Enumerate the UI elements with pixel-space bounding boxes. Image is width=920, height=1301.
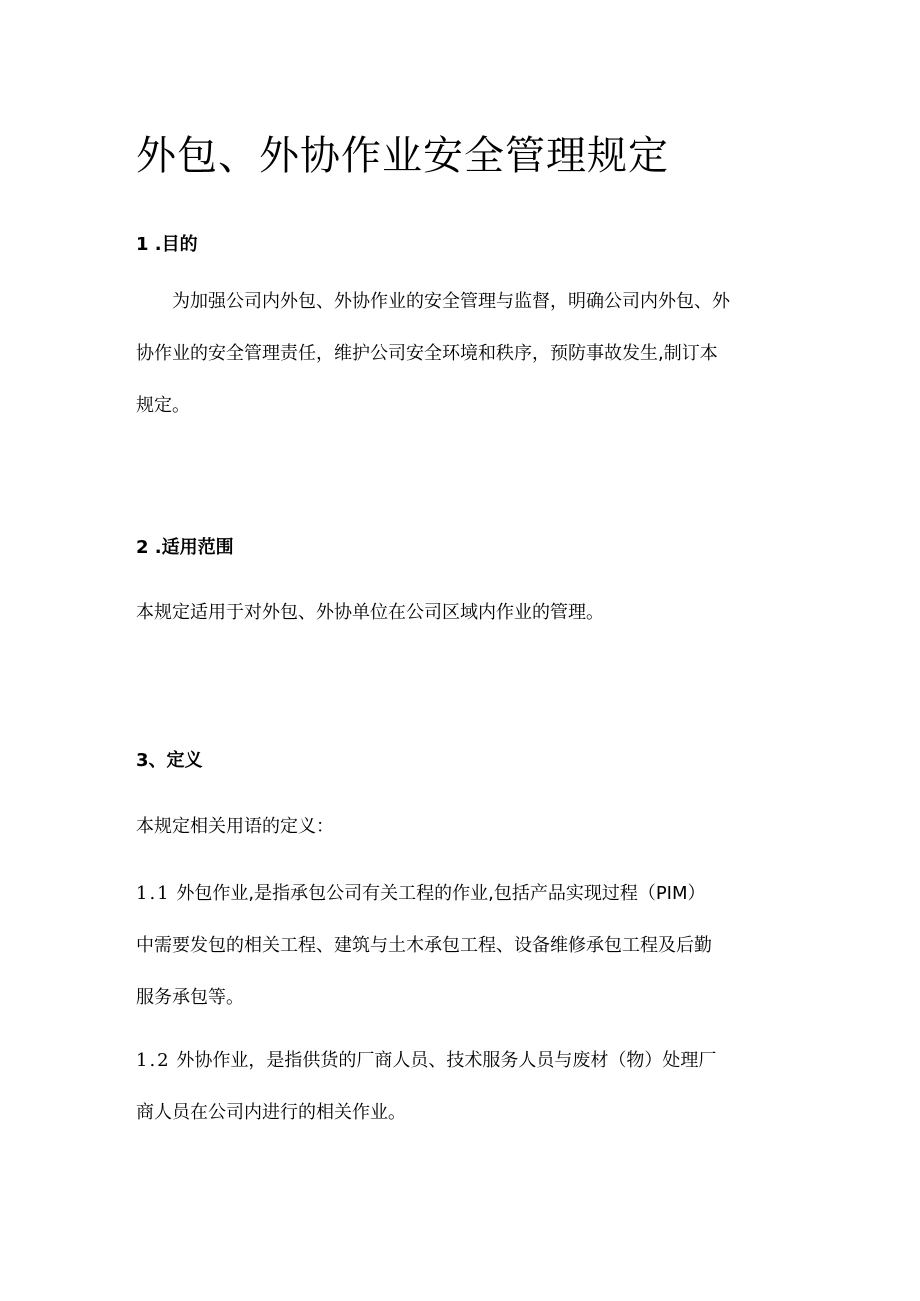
purpose-line-2: 协作业的安全管理责任，维护公司安全环境和秩序，预防事故发生,制订本 [136,343,718,364]
definition-item-2-line-2: 商人员在公司内进行的相关作业。 [136,1102,406,1123]
definition-item-1-line-2: 中需要发包的相关工程、建筑与土木承包工程、设备维修承包工程及后勤 [136,935,712,956]
purpose-paragraph [136,276,816,432]
definition-item-2-text-1: 外协作业，是指供货的厂商人员、技术服务人员与废材（物）处理厂 [176,1050,717,1071]
purpose-line-3: 规定。 [136,395,190,416]
definition-item-2-line-1 [136,1035,816,1087]
section-heading-purpose: 1 .目的 [136,234,198,255]
definition-item-1-text-1: 外包作业,是指承包公司有关工程的作业,包括产品实现过程（PIM） [176,883,706,904]
definition-item-2-number: 1.2 [136,1050,171,1071]
scope-text: 本规定适用于对外包、外协单位在公司区域内作业的管理。 [136,602,604,623]
definition-item-2 [136,1035,816,1139]
definitions-intro [136,801,816,853]
definition-item-1 [136,868,816,1024]
definition-item-1-number: 1.1 [136,883,171,904]
scope-paragraph [136,587,816,639]
purpose-line-1: 为加强公司内外包、外协作业的安全管理与监督，明确公司内外包、外 [172,291,730,312]
definitions-intro-text: 本规定相关用语的定义： [136,816,334,837]
document-title: 外包、外协作业安全管理规定 [136,133,669,179]
definition-item-1-line-3: 服务承包等。 [136,987,244,1008]
section-heading-scope: 2 .适用范围 [136,537,234,558]
definition-item-1-line-1 [136,868,816,920]
section-heading-definitions: 3、定义 [136,750,203,771]
